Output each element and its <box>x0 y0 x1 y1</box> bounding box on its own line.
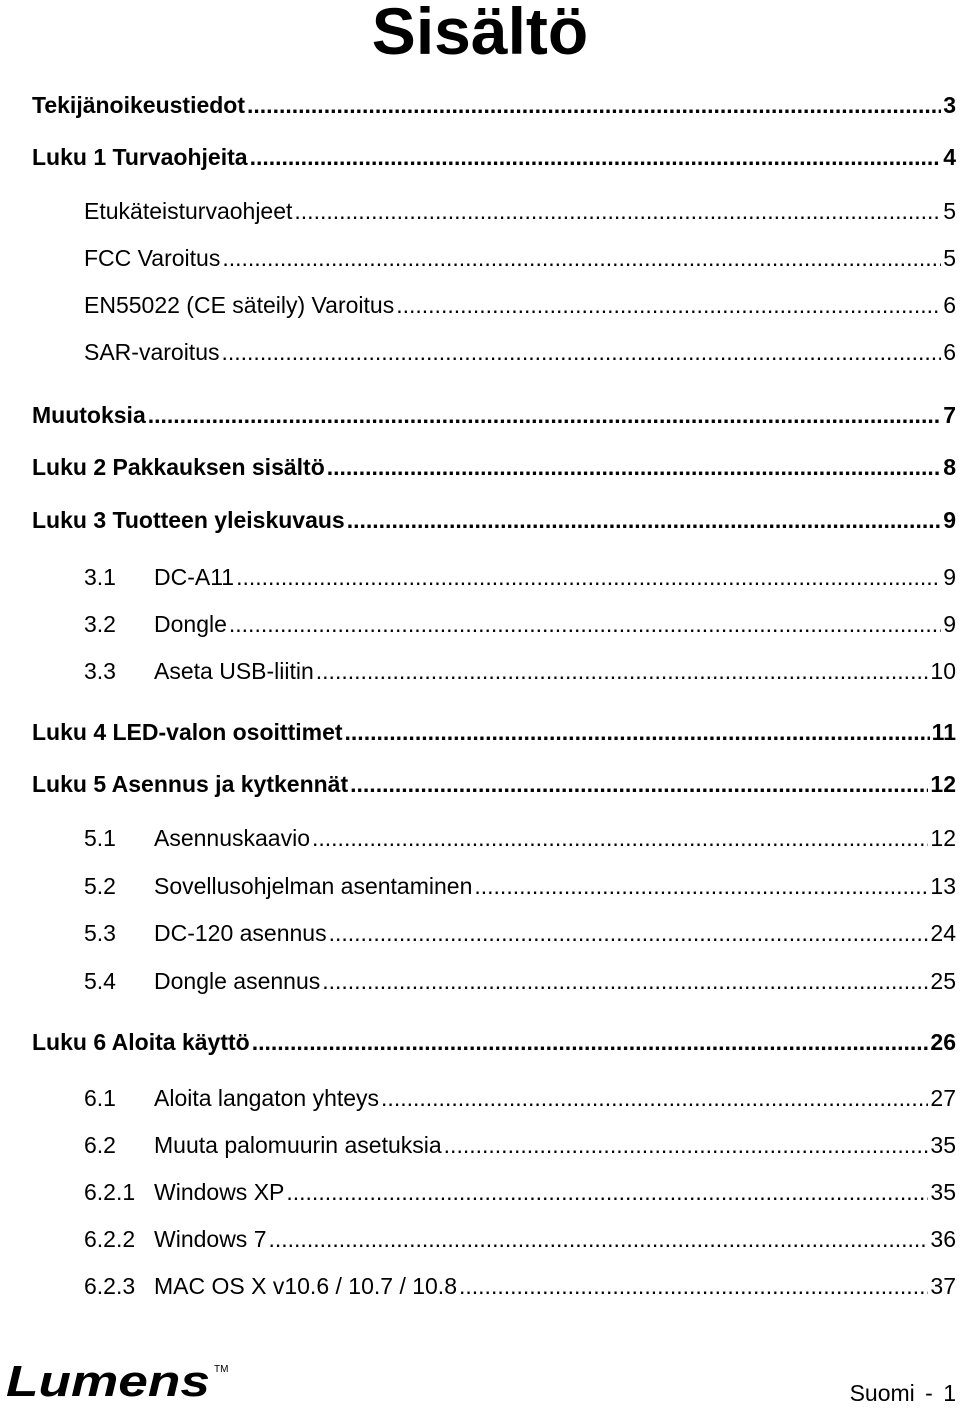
toc-label: Luku 3 Tuotteen yleiskuvaus <box>32 507 345 533</box>
toc-label: Luku 4 LED-valon osoittimet <box>32 719 343 745</box>
toc-section-number: 5.1 <box>84 825 116 851</box>
toc-row <box>84 1271 956 1301</box>
toc-page-number: 26 <box>930 1029 956 1055</box>
toc-dot-leader <box>221 337 941 367</box>
toc-label: MAC OS X v10.6 / 10.7 / 10.8 <box>154 1273 457 1299</box>
lumens-logo <box>4 1358 234 1413</box>
toc-dot-leader <box>252 1027 929 1057</box>
toc-page-number: 12 <box>930 771 956 797</box>
toc-row <box>84 1130 956 1160</box>
toc-page-number: 6 <box>943 292 956 318</box>
toc-label: Etukäteisturvaohjeet <box>84 198 293 224</box>
toc-page-number: 35 <box>930 1132 956 1158</box>
toc-entry[interactable] <box>0 1130 960 1160</box>
toc-label: Aloita langaton yhteys <box>154 1085 380 1111</box>
toc-section-number: 6.2.3 <box>84 1273 136 1299</box>
toc-dot-leader <box>222 243 941 273</box>
toc-page-number: 5 <box>943 245 956 271</box>
toc-section-number: 5.3 <box>84 920 116 946</box>
toc-section-number: 6.2 <box>84 1132 116 1158</box>
toc-row <box>84 243 956 273</box>
toc-label: Luku 1 Turvaohjeita <box>32 144 248 170</box>
toc-dot-leader <box>286 1177 928 1207</box>
toc-dot-leader <box>268 1224 928 1254</box>
toc-row <box>32 142 956 172</box>
toc-dot-leader <box>474 871 928 901</box>
toc-label: DC-A11 <box>154 564 235 590</box>
toc-row <box>84 918 956 948</box>
toc-label: Windows 7 <box>154 1226 267 1252</box>
toc-dot-leader <box>459 1271 928 1301</box>
toc-dot-leader <box>148 400 941 430</box>
toc-row <box>84 656 956 686</box>
toc-label: Muuta palomuurin asetuksia <box>154 1132 442 1158</box>
toc-entry[interactable] <box>0 505 960 535</box>
toc-label: SAR-varoitus <box>84 339 220 365</box>
lumens-logo-graphic <box>4 1358 234 1408</box>
toc-dot-leader <box>350 769 928 799</box>
toc-page-number: 13 <box>930 873 956 899</box>
toc-entry[interactable] <box>0 1224 960 1254</box>
toc-entry[interactable] <box>0 196 960 226</box>
toc-row <box>84 290 956 320</box>
toc-page-number: 6 <box>943 339 956 365</box>
toc-page-number: 35 <box>930 1179 956 1205</box>
toc-page-number: 25 <box>930 968 956 994</box>
toc-dot-leader <box>396 290 941 320</box>
toc-dot-leader <box>329 918 929 948</box>
toc-page-number: 3 <box>943 92 956 118</box>
toc-page-number: 10 <box>930 658 956 684</box>
toc-section-number: 3.2 <box>84 611 116 637</box>
toc-label: FCC Varoitus <box>84 245 221 271</box>
toc-entry[interactable] <box>0 290 960 320</box>
toc-row <box>84 1177 956 1207</box>
toc-label: Luku 6 Aloita käyttö <box>32 1029 250 1055</box>
toc-dot-leader <box>250 142 942 172</box>
toc-page-number: 24 <box>930 920 956 946</box>
toc-dot-leader <box>236 562 941 592</box>
toc-entry[interactable] <box>0 609 960 639</box>
toc-entry[interactable] <box>0 656 960 686</box>
toc-row <box>84 823 956 853</box>
toc-label: Luku 2 Pakkauksen sisältö <box>32 454 325 480</box>
toc-label: Tekijänoikeustiedot <box>32 92 246 118</box>
toc-entry[interactable] <box>0 243 960 273</box>
toc-dot-leader <box>316 656 929 686</box>
toc-label: EN55022 (CE säteily) Varoitus <box>84 292 395 318</box>
toc-label: DC-120 asennus <box>154 920 327 946</box>
toc-page-number: 5 <box>943 198 956 224</box>
toc-entry[interactable] <box>0 400 960 430</box>
toc-label: Asennuskaavio <box>154 825 310 851</box>
toc-label: Luku 5 Asennus ja kytkennät <box>32 771 349 797</box>
trademark-mark: TM <box>214 1364 229 1375</box>
toc-entry[interactable] <box>0 1027 960 1057</box>
toc-row <box>32 1027 956 1057</box>
toc-row <box>32 717 956 747</box>
toc-page-number: 37 <box>930 1273 956 1299</box>
toc-row <box>84 562 956 592</box>
toc-page-number: 36 <box>930 1226 956 1252</box>
toc-row <box>84 1224 956 1254</box>
toc-label: Windows XP <box>154 1179 285 1205</box>
toc-dot-leader <box>247 90 941 120</box>
toc-label: Muutoksia <box>32 402 146 428</box>
toc-page-number: 8 <box>943 454 956 480</box>
toc-row <box>32 505 956 535</box>
toc-entry[interactable] <box>0 966 960 996</box>
toc-entry[interactable] <box>0 337 960 367</box>
toc-row <box>84 337 956 367</box>
toc-dot-leader <box>229 609 941 639</box>
toc-page-number: 4 <box>943 144 956 170</box>
toc-page-number: 9 <box>943 507 956 533</box>
toc-row <box>32 400 956 430</box>
toc-label: Sovellusohjelman asentaminen <box>154 873 473 899</box>
toc-section-number: 3.3 <box>84 658 116 684</box>
toc-entry[interactable] <box>0 452 960 482</box>
toc-entry[interactable] <box>0 562 960 592</box>
toc-page-number: 11 <box>931 719 956 745</box>
toc-entry[interactable] <box>0 1083 960 1113</box>
toc-row <box>84 871 956 901</box>
toc-section-number: 6.1 <box>84 1085 116 1111</box>
toc-dot-leader <box>444 1130 929 1160</box>
toc-page-number: 7 <box>943 402 956 428</box>
toc-section-number: 6.2.2 <box>84 1226 136 1252</box>
toc-dot-leader <box>381 1083 928 1113</box>
toc-entry[interactable] <box>0 717 960 747</box>
toc-entry[interactable] <box>0 142 960 172</box>
toc-page-number: 9 <box>943 564 956 590</box>
toc-dot-leader <box>347 505 941 535</box>
toc-section-number: 5.4 <box>84 968 116 994</box>
page-number: Suomi - 1 <box>849 1380 956 1406</box>
toc-dot-leader <box>322 966 928 996</box>
toc-row <box>32 90 956 120</box>
toc-page-number: 27 <box>930 1085 956 1111</box>
toc-dot-leader <box>294 196 941 226</box>
toc-row <box>84 1083 956 1113</box>
toc-dot-leader <box>345 717 930 747</box>
toc-label: Dongle asennus <box>154 968 321 994</box>
toc-entry[interactable] <box>0 918 960 948</box>
page-title: Sisältö <box>371 0 589 68</box>
toc-dot-leader <box>327 452 941 482</box>
toc-section-number: 6.2.1 <box>84 1179 136 1205</box>
toc-entry[interactable] <box>0 1177 960 1207</box>
toc-row <box>32 769 956 799</box>
toc-row <box>84 966 956 996</box>
toc-entry[interactable] <box>0 871 960 901</box>
toc-row <box>32 452 956 482</box>
toc-page-number: 9 <box>943 611 956 637</box>
toc-entry[interactable] <box>0 823 960 853</box>
toc-entry[interactable] <box>0 769 960 799</box>
logo-wordmark: Lumens <box>6 1358 210 1406</box>
toc-entry[interactable] <box>0 1271 960 1301</box>
toc-entry[interactable] <box>0 90 960 120</box>
toc-page-number: 12 <box>930 825 956 851</box>
toc-label: Aseta USB-liitin <box>154 658 314 684</box>
toc-section-number: 5.2 <box>84 873 116 899</box>
toc-row <box>84 609 956 639</box>
toc-section-number: 3.1 <box>84 564 116 590</box>
toc-dot-leader <box>312 823 928 853</box>
toc-row <box>84 196 956 226</box>
toc-label: Dongle <box>154 611 227 637</box>
